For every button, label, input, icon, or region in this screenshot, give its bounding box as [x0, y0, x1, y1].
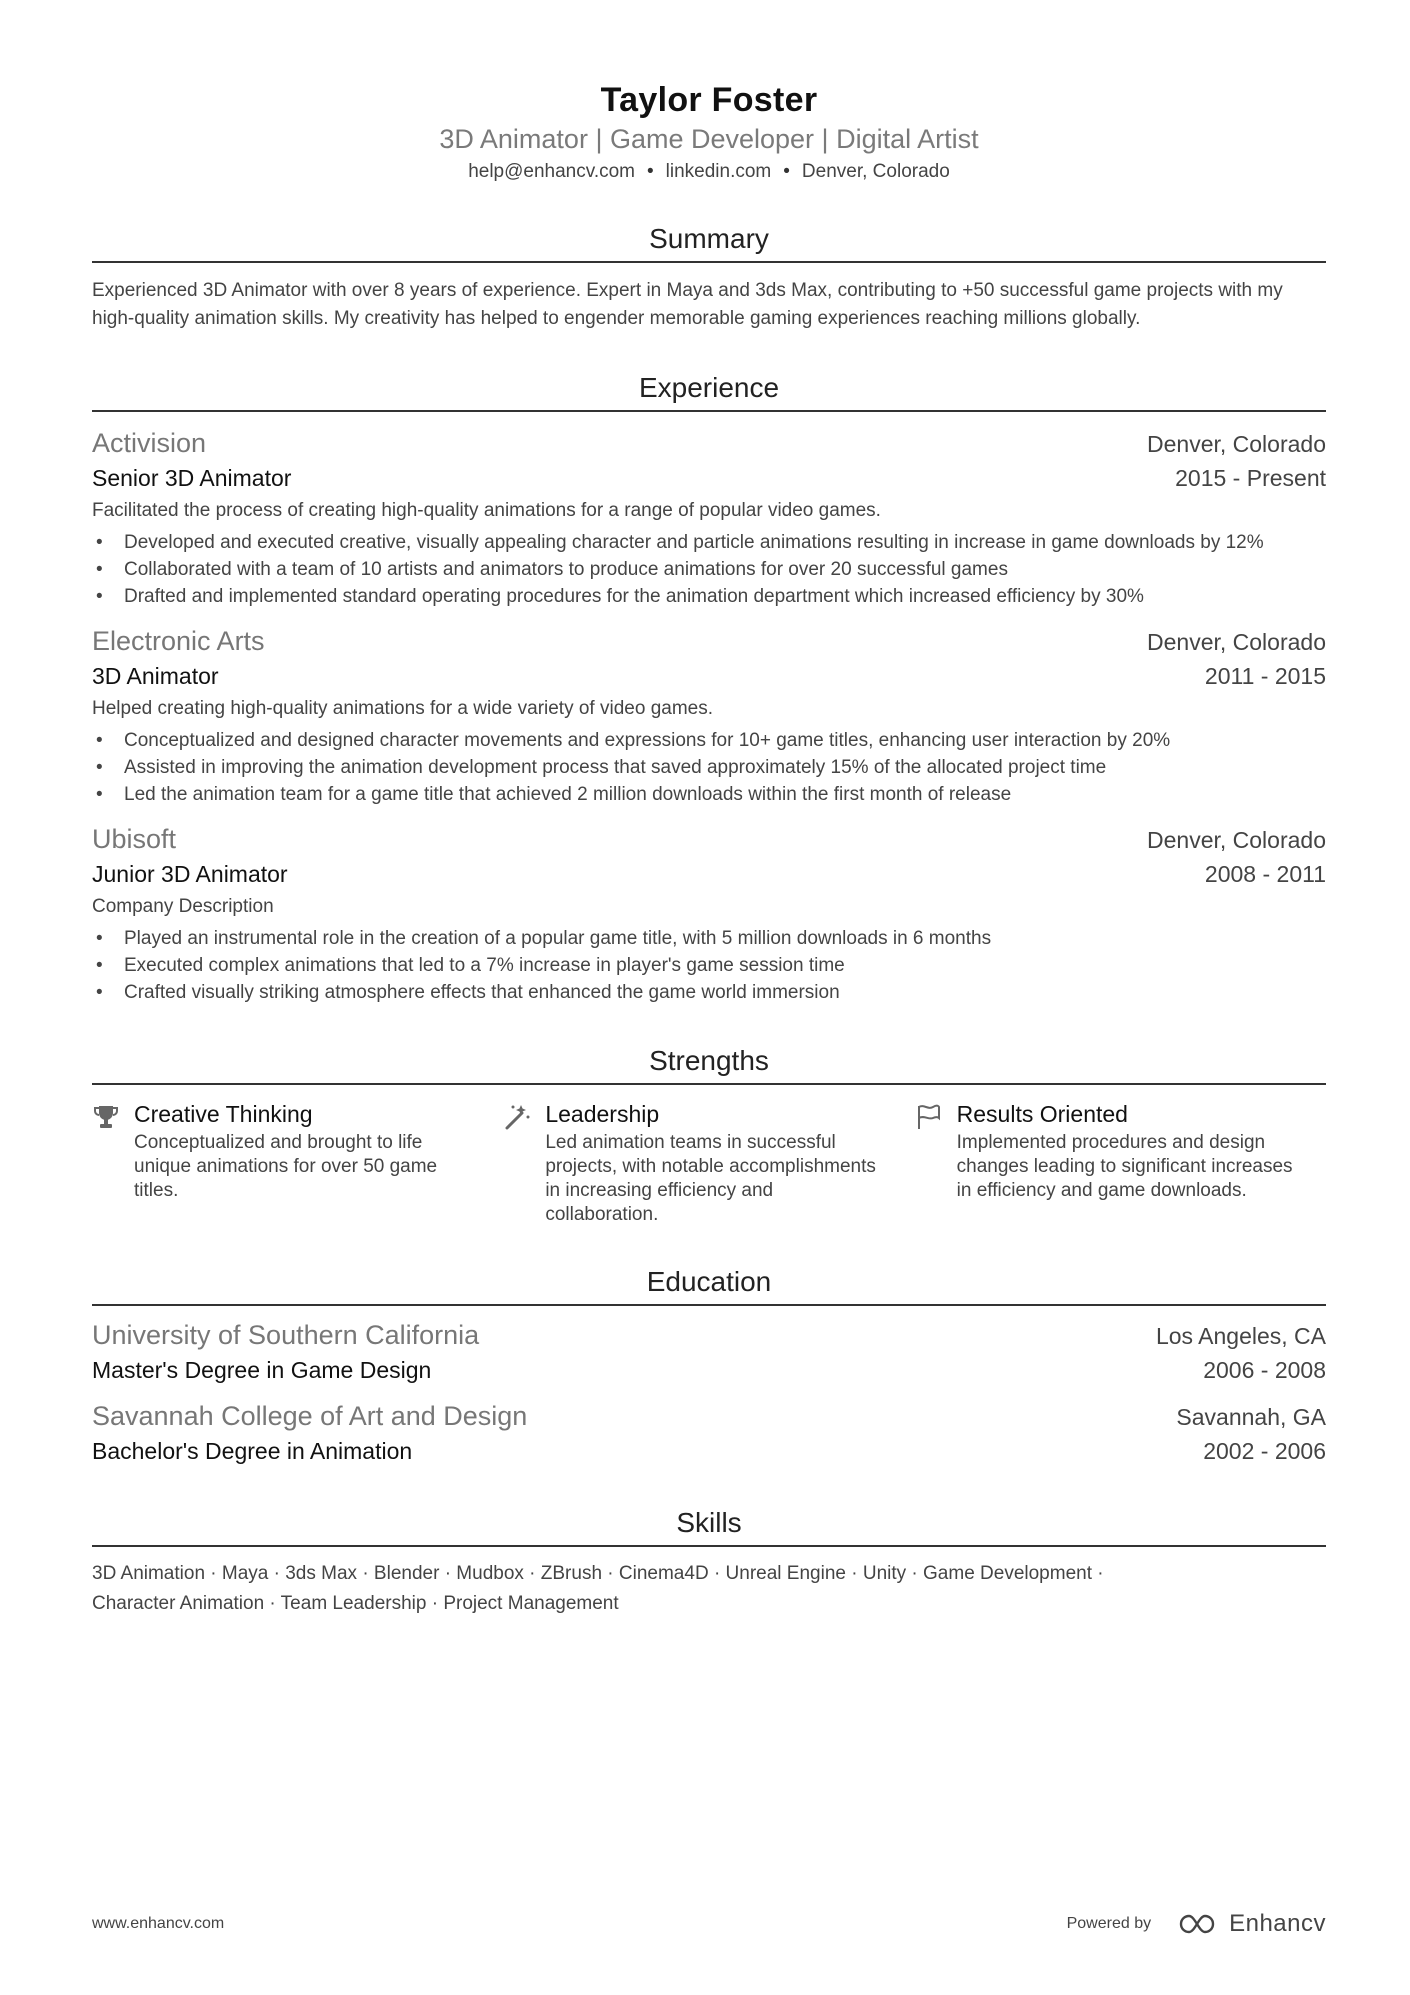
separator-dot: • — [783, 161, 790, 182]
trophy-icon — [92, 1099, 134, 1227]
section-title-skills: Skills — [92, 1506, 1326, 1547]
list-item: • Executed complex animations that led to a 7% increase in player's game session time — [92, 952, 1326, 979]
strength-item — [92, 1099, 503, 1227]
list-item: • Crafted visually striking atmosphere effects that enhanced the game world immersion — [92, 979, 1326, 1006]
resume-header — [92, 0, 1326, 184]
skills-line: 3D Animation · Maya · 3ds Max · Blender · Mudbox · ZBrush · Cinema4D · Unreal Engine · Unity · Game Development · — [92, 1563, 1104, 1584]
footer-website[interactable]: www.enhancv.com — [92, 1915, 225, 1932]
strength-title: Results Oriented — [956, 1101, 1128, 1127]
job-bullets — [92, 925, 1326, 1006]
school-location: Savannah, GA — [1176, 1404, 1326, 1430]
resume-page — [92, 0, 1326, 1619]
job-description: Facilitated the process of creating high-quality animations for a range of popular video games. — [92, 500, 881, 521]
job-location: Denver, Colorado — [1147, 629, 1326, 655]
company-name: Ubisoft — [92, 824, 177, 854]
job-bullets — [92, 529, 1326, 610]
education-entry — [92, 1399, 1326, 1468]
candidate-title: 3D Animator | Game Developer | Digital Artist — [439, 124, 979, 154]
degree: Master's Degree in Game Design — [92, 1357, 432, 1383]
job-dates: 2011 - 2015 — [1204, 663, 1326, 689]
page-footer — [92, 1910, 1326, 1938]
strength-description: Implemented procedures and design changes leading to significant increases in efficiency and game downloads. — [956, 1132, 1293, 1201]
flag-icon — [915, 1099, 957, 1227]
job-location: Denver, Colorado — [1147, 827, 1326, 853]
list-item: • Led the animation team for a game title that achieved 2 million downloads within the first month of release — [92, 781, 1326, 808]
magic-wand-icon — [503, 1099, 545, 1227]
footer-branding — [1067, 1910, 1326, 1938]
company-name: Activision — [92, 428, 207, 458]
list-item: • Conceptualized and designed character movements and expressions for 10+ game titles, enhancing user interaction by 20% — [92, 727, 1326, 754]
job-dates: 2008 - 2011 — [1204, 861, 1326, 887]
experience-entry — [92, 624, 1326, 808]
school-name: Savannah College of Art and Design — [92, 1401, 528, 1431]
list-item: • Collaborated with a team of 10 artists and animators to produce animations for over 20 successful games — [92, 556, 1326, 583]
separator-dot: • — [647, 161, 654, 182]
powered-by-label: Powered by — [1066, 1915, 1152, 1932]
job-role: 3D Animator — [92, 663, 219, 689]
summary-section — [92, 222, 1326, 333]
skills-section — [92, 1506, 1326, 1619]
list-item: • Assisted in improving the animation development process that saved approximately 15% of the allocated project time — [92, 754, 1326, 781]
section-title-experience: Experience — [92, 371, 1326, 412]
contact-location: Denver, Colorado — [801, 161, 950, 182]
list-item: • Drafted and implemented standard operating procedures for the animation department which increased efficiency by 30% — [92, 583, 1326, 610]
brand-name: Enhancv — [1229, 1910, 1326, 1937]
experience-entry — [92, 822, 1326, 1006]
degree: Bachelor's Degree in Animation — [92, 1438, 413, 1464]
contact-line — [92, 160, 1326, 184]
job-description: Company Description — [92, 896, 274, 917]
list-item: • Developed and executed creative, visually appealing character and particle animations resulting in increase in game downloads by 12% — [92, 529, 1326, 556]
job-location: Denver, Colorado — [1147, 431, 1326, 457]
skills-line: Character Animation · Team Leadership · Project Management — [92, 1593, 619, 1614]
education-section — [92, 1265, 1326, 1468]
enhancv-logo-icon — [1177, 1912, 1223, 1936]
brand-logo[interactable] — [1177, 1910, 1326, 1938]
job-bullets — [92, 727, 1326, 808]
company-name: Electronic Arts — [92, 626, 265, 656]
school-location: Los Angeles, CA — [1155, 1323, 1326, 1349]
education-dates: 2002 - 2006 — [1203, 1438, 1326, 1464]
summary-text: Experienced 3D Animator with over 8 years of experience. Expert in Maya and 3ds Max, contributing to +50 successful game projects with my high-quality animation skills. My creativity has helped to engender memorable gaming experiences reaching millions globally. — [92, 280, 1283, 329]
experience-entry — [92, 426, 1326, 610]
job-dates: 2015 - Present — [1175, 465, 1326, 491]
skills-list — [92, 1559, 1326, 1619]
section-title-education: Education — [92, 1265, 1326, 1306]
education-dates: 2006 - 2008 — [1203, 1357, 1326, 1383]
strengths-section — [92, 1044, 1326, 1227]
school-name: University of Southern California — [92, 1320, 480, 1350]
strength-item — [915, 1099, 1326, 1227]
list-item: • Played an instrumental role in the creation of a popular game title, with 5 million downloads in 6 months — [92, 925, 1326, 952]
contact-linkedin[interactable]: linkedin.com — [665, 161, 772, 182]
strength-title: Leadership — [545, 1101, 660, 1127]
candidate-name: Taylor Foster — [600, 81, 818, 119]
job-role: Junior 3D Animator — [92, 861, 288, 887]
experience-section — [92, 371, 1326, 1006]
strength-title: Creative Thinking — [134, 1101, 313, 1127]
job-description: Helped creating high-quality animations for a wide variety of video games. — [92, 698, 713, 719]
education-entry — [92, 1318, 1326, 1387]
strength-description: Led animation teams in successful projects, with notable accomplishments in increasing efficiency and collaboration. — [545, 1132, 876, 1225]
section-title-summary: Summary — [92, 222, 1326, 263]
contact-email[interactable]: help@enhancv.com — [468, 161, 635, 182]
strength-item — [503, 1099, 914, 1227]
strength-description: Conceptualized and brought to life unique animations for over 50 game titles. — [134, 1132, 438, 1201]
section-title-strengths: Strengths — [92, 1044, 1326, 1085]
job-role: Senior 3D Animator — [92, 465, 292, 491]
